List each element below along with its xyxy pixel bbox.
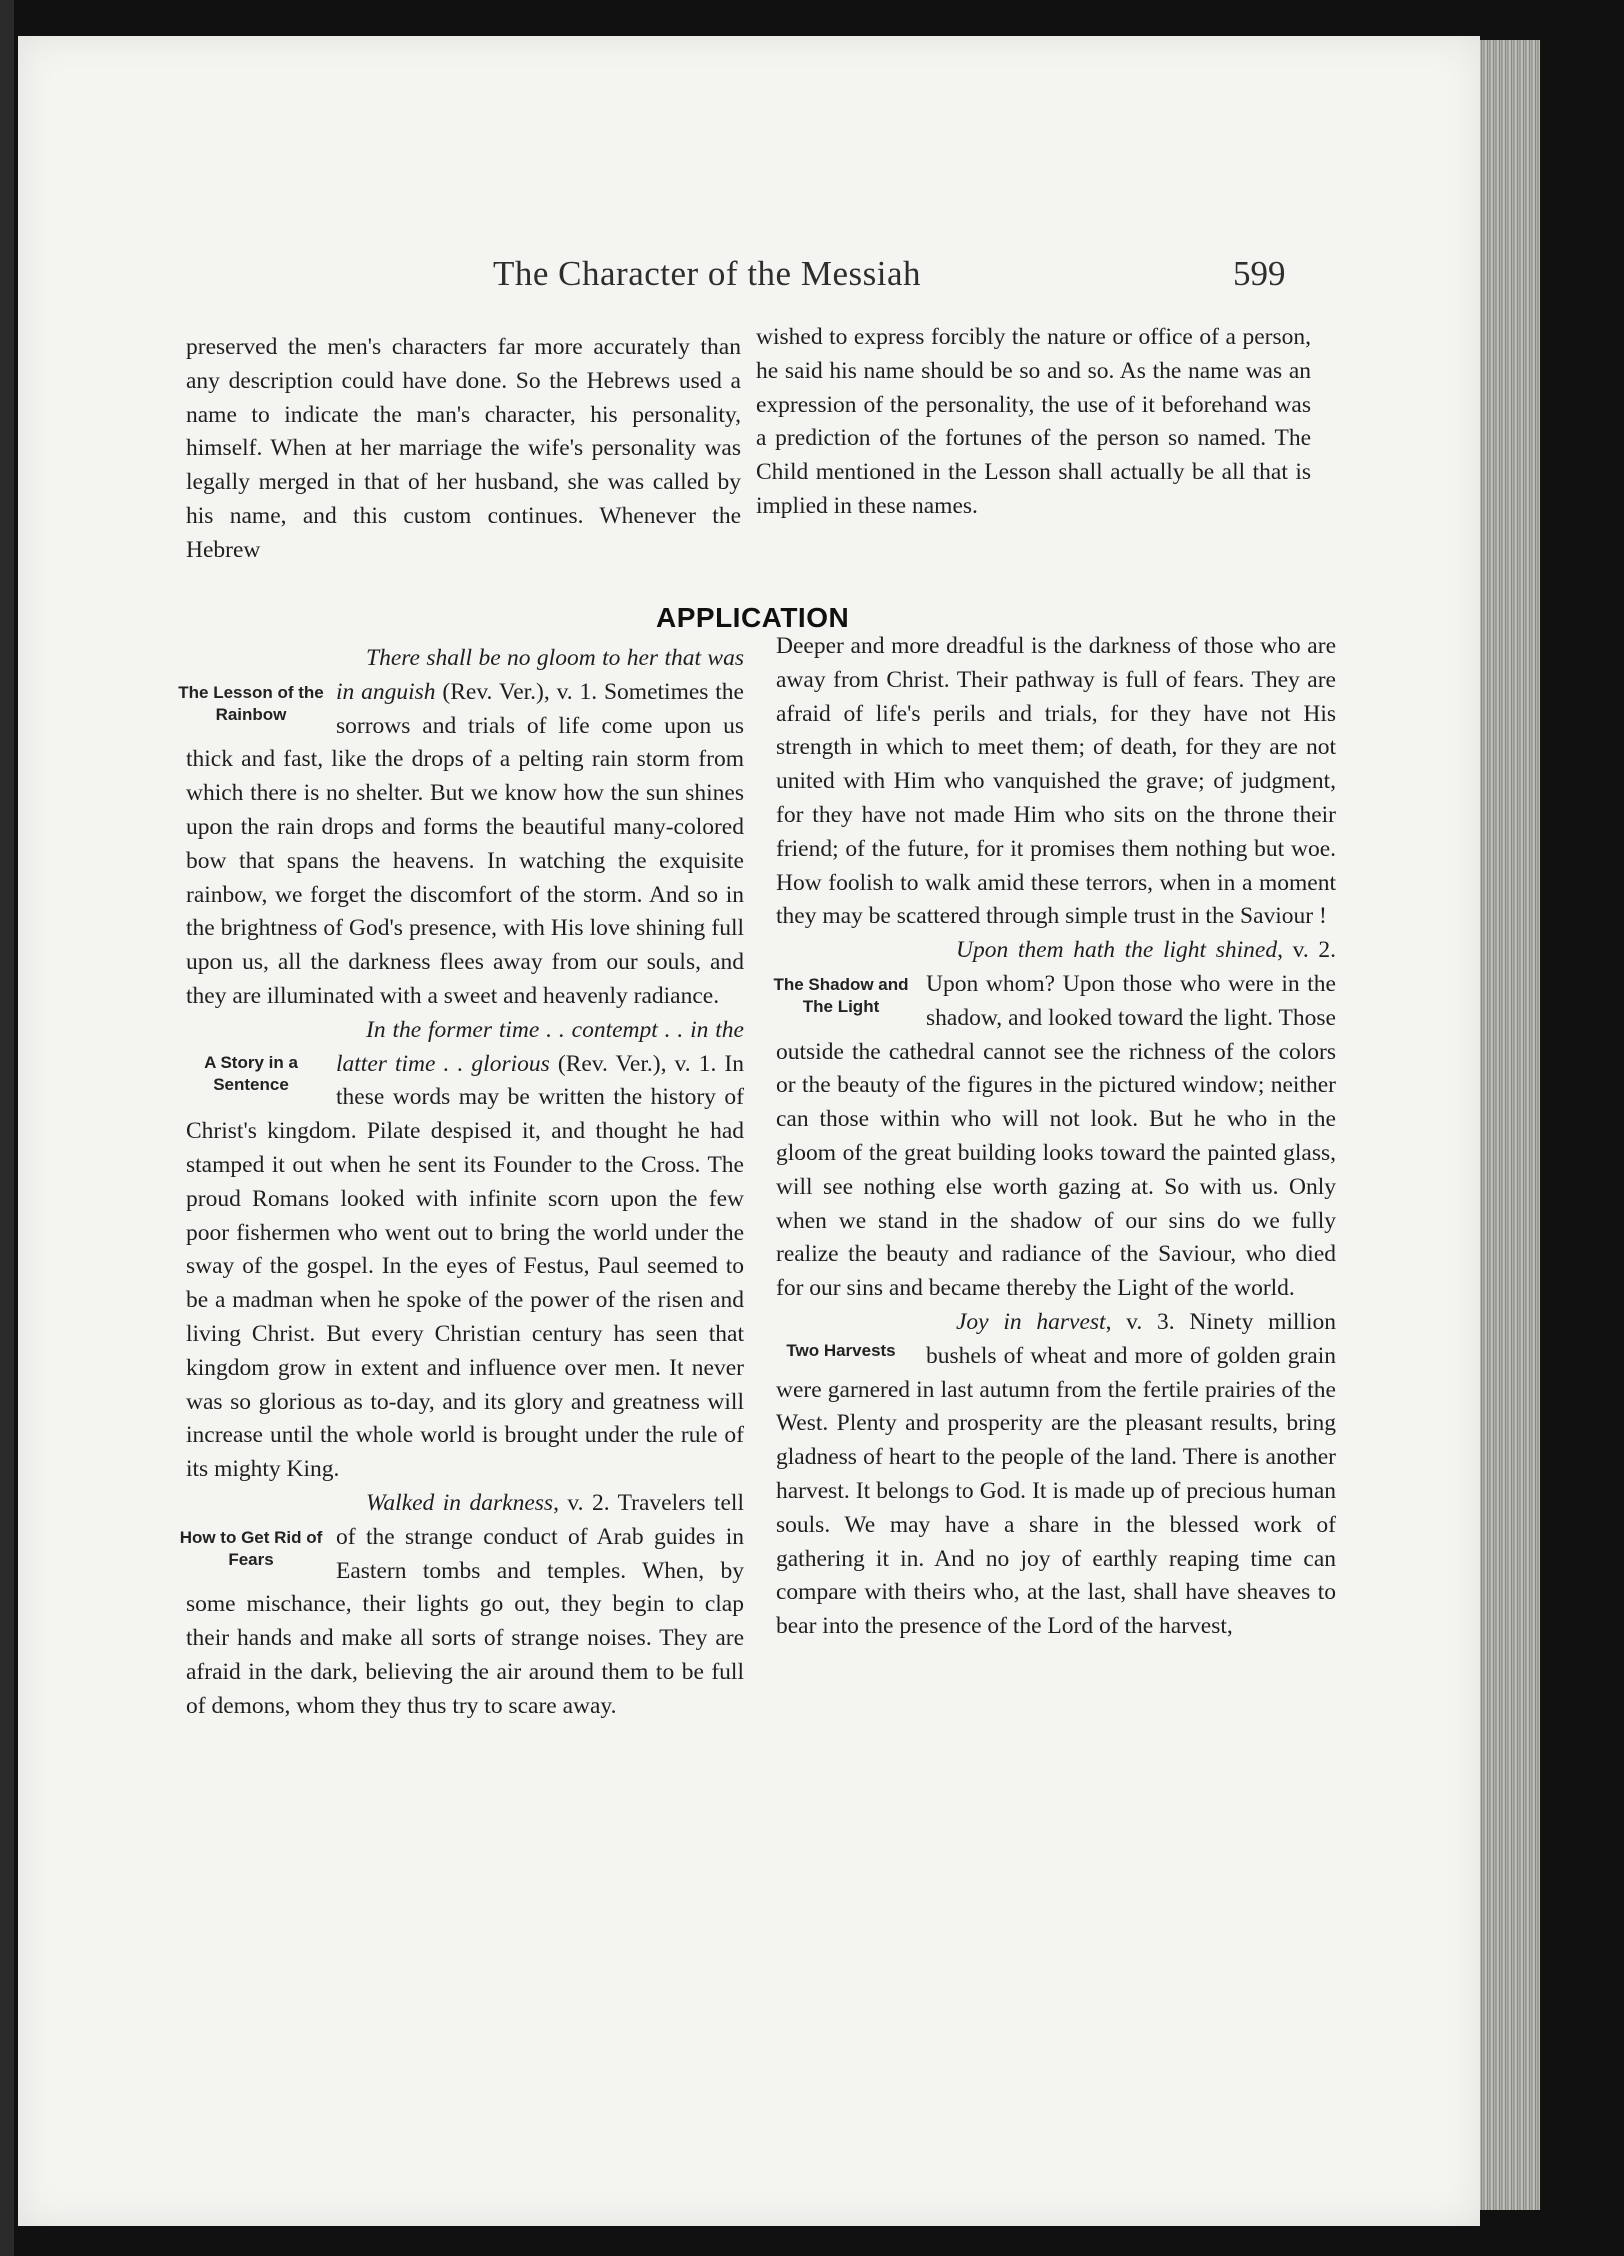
text-harvest: , v. 3. Ninety million bushels of wheat and more of golden grain were garnered in last autumn from the fertile prairies of the West. Plenty and prosperity are the pleasant results, bring gladness of heart to the people of the land. There is another harvest. It belongs to God. It is made up of precious human souls. We may have a share in the blessed work of gathering it in. And no joy of earthly reaping time can compare with theirs who, at the last, shall have sheaves to bear into the presence of the Lord of the harvest, — [776, 1308, 1336, 1640]
side-note-rainbow: The Lesson of the Rainbow — [178, 683, 324, 724]
quote-rainbow: There shall be no gloom to her that was in anguish — [336, 645, 744, 705]
quote-harvest: Joy in harvest — [956, 1308, 1106, 1335]
running-title: The Character of the Messiah — [493, 254, 922, 293]
paragraph-shadow — [773, 934, 1336, 1306]
page-number: 599 — [1233, 254, 1286, 293]
book-page — [18, 36, 1480, 2226]
side-note-harvest: Two Harvests — [786, 1340, 896, 1360]
right-column — [773, 630, 1336, 1644]
top-right-text: wished to express forcibly the nature or office of a person, he said his name should be so and so. As the name was an expression of the personality, the use of it beforehand was a prediction of the fortunes of the person so named. The Child mentioned in the Lesson shall actually be all that is implied in these names. — [756, 324, 1311, 519]
paragraph-harvest — [776, 1306, 1336, 1644]
book-spine — [0, 0, 14, 2256]
top-left-text: preserved the men's characters far more accurately than any description could have done. So the Hebrews used a name to indicate the man's character, his personality, himself. When at her marriage the wife's personality was legally merged in that of her husband, she was called by his name, and this custom continues. Whenever the Hebrew — [186, 334, 741, 563]
quote-fears: Walked in darkness — [366, 1489, 554, 1516]
paragraph-rainbow — [178, 642, 744, 1014]
text-rainbow: (Rev. Ver.), v. 1. Sometimes the sorrows and trials of life come upon us thick and fast, like the drops of a pelting rain storm from which there is no shelter. But we know how the sun shines upon the rain drops and forms the beautiful many-colored bow that spans the heavens. In watching the exquisite rainbow, we forget the discomfort of the storm. And so in the brightness of God's presence, with His love shining full upon us, all the darkness flees away from our souls, and they are illuminated with a sweet and heavenly radiance. — [186, 678, 744, 1009]
page-header — [18, 254, 1480, 304]
paragraph-darkness: Deeper and more dreadful is the darkness of those who are away from Christ. Their pathway is full of fears. They are afraid of life's perils and trials, for they have not His strength in which to meet them; of death, for they are not united with Him who vanquished the grave; of judgment, for they have not made Him who sits on the throne their friend; of the future, for it promises them nothing but woe. How foolish to walk amid these terrors, when in a moment they may be scattered through simple trust in the Saviour ! — [776, 633, 1336, 930]
side-note-shadow: The Shadow and The Light — [773, 975, 909, 1017]
top-right-paragraph — [756, 321, 1311, 524]
quote-story: In the former time . . contempt . . in the latter time . . glorious — [336, 1016, 744, 1077]
top-left-paragraph — [186, 331, 741, 568]
section-title: APPLICATION — [656, 602, 850, 633]
paragraph-story — [186, 1014, 744, 1487]
page-edges — [1470, 40, 1540, 2210]
quote-shadow: Upon them hath the light shined — [956, 937, 1278, 964]
text-fears: , v. 2. Travelers tell of the strange conduct of Arab guides in Eastern tombs and temples. When, by some mischance, their lights go out, they begin to clap their hands and make all sorts of strange noises. They are afraid in the dark, believing the air around them to be full of demons, whom they thus try to scare away. — [186, 1489, 744, 1719]
side-note-fears: How to Get Rid of Fears — [179, 1527, 323, 1569]
text-story: (Rev. Ver.), v. 1. In these words may be written the history of Christ's kingdom. Pilate despised it, and thought he had stamped it out when he sent its Founder to the Cross. The proud Romans looked with infinite scorn upon the few poor fishermen who went out to bring the world under the sway of the gospel. In the eyes of Festus, Paul seemed to be a madman when he spoke of the power of the risen and living Christ. But every Christian century has seen that kingdom grow in extent and influence over men. It never was so glorious as to-day, and its glory and greatness will increase until the whole world is brought under the rule of its mighty King. — [186, 1050, 744, 1483]
side-note-story: A Story in a Sentence — [204, 1052, 298, 1094]
text-shadow: , v. 2. Upon whom? Upon those who were in the shadow, and looked toward the light. Those outside the cathedral cannot see the richness of the colors or the beauty of the figures in the pictured window; neither can those within who will not look. But he who in the gloom of the great building looks toward the painted glass, will see nothing else worth gazing at. So with us. Only when we stand in the shadow of our sins do we fully realize the beauty and radiance of the Saviour, who died for our sins and became thereby the Light of the world. — [776, 937, 1336, 1302]
left-column — [178, 642, 744, 1724]
paragraph-fears — [179, 1487, 744, 1724]
